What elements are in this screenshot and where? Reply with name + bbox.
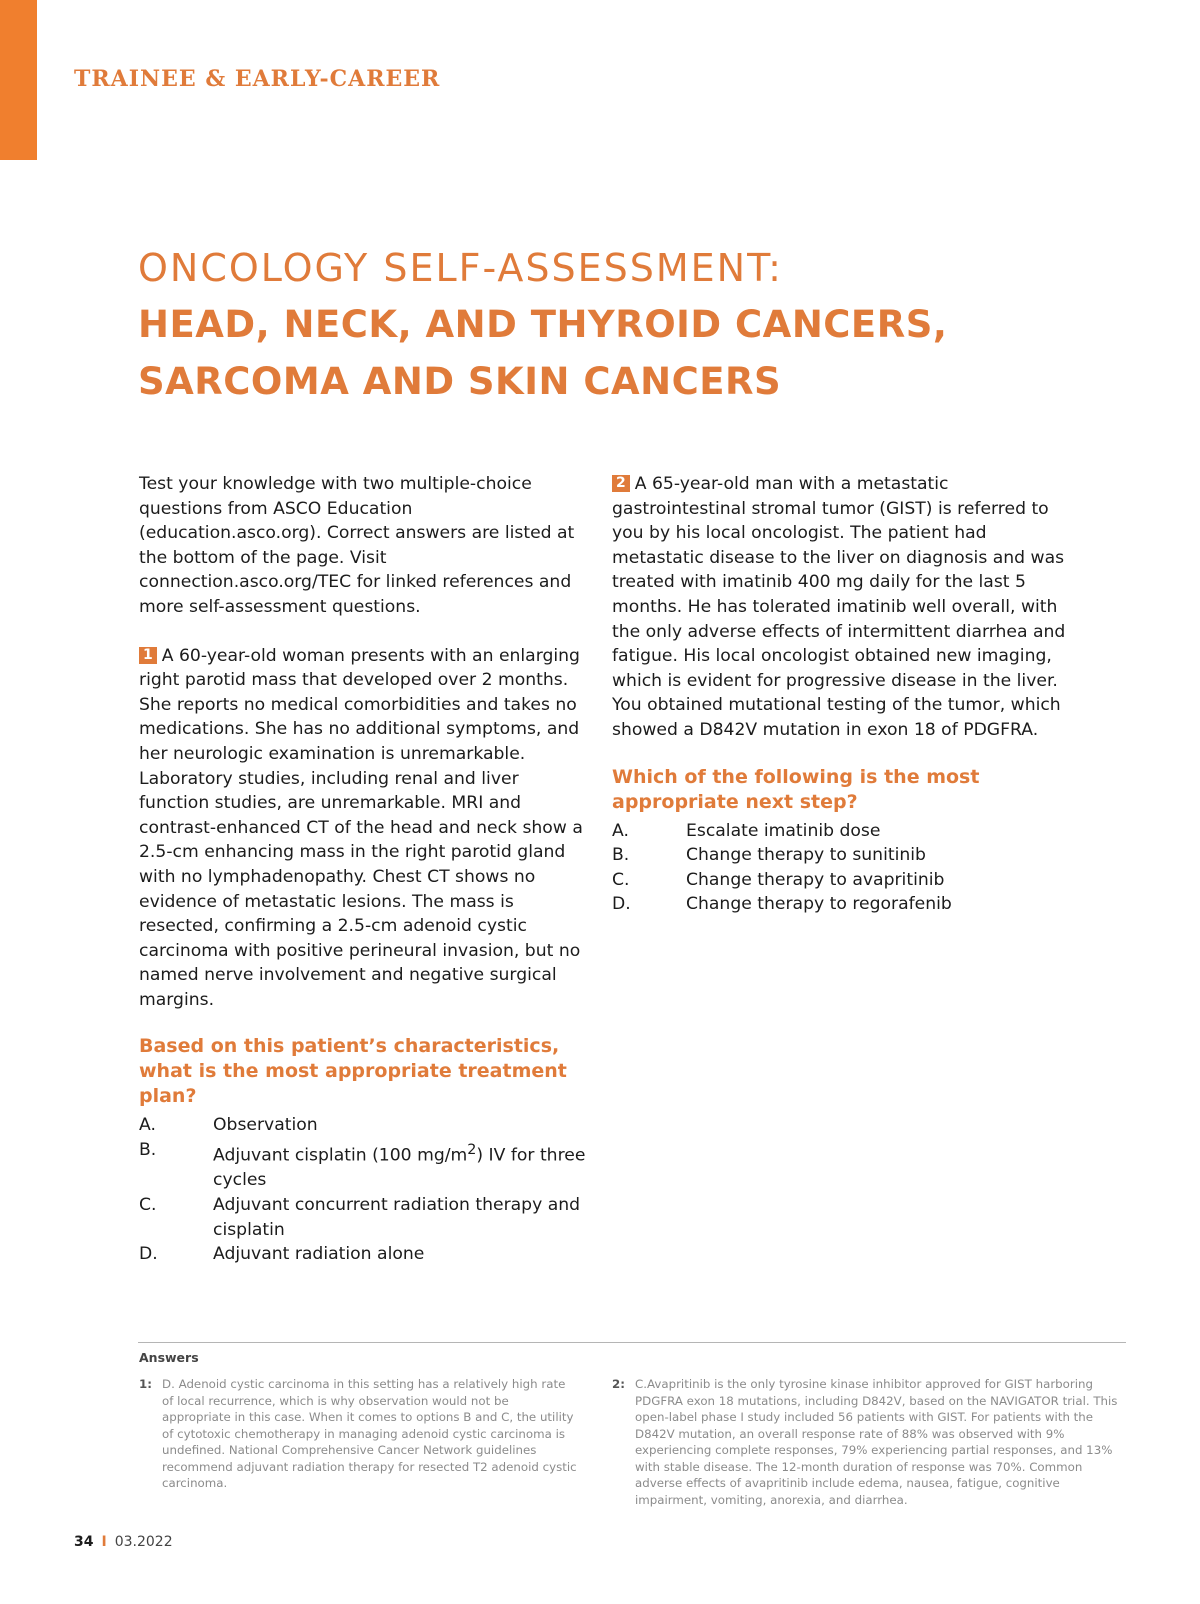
answer-1-text: D. Adenoid cystic carcinoma in this setting has a relatively high rate of local recurrence, which is why observation would not be appropriate in this case. When it comes to options B and C, the utility of cytotoxic chemotherapy in managing adenoid cystic carcinoma is undefined. National Comprehensive Cancer Network guidelines recommend adjuvant radiation therapy for resected T2 adenoid cystic carcinoma. bbox=[162, 1377, 577, 1490]
title-line-1: ONCOLOGY SELF-ASSESSMENT: bbox=[138, 246, 783, 290]
option-text: Adjuvant cisplatin (100 $mg/m^2$) IV for three cycles bbox=[213, 1142, 586, 1191]
footer-separator: I bbox=[101, 1534, 107, 1550]
question-2-prompt: Which of the following is the most appropriate next step? bbox=[612, 765, 980, 813]
question-1-prompt: Based on this patient’s characteristics, what is the most appropriate treatment plan? bbox=[139, 1035, 567, 1108]
question-1-option-c[interactable] bbox=[139, 1193, 594, 1242]
question-1-stem-text: A 60-year-old woman presents with an enlarging right parotid mass that developed over 2 months. She reports no medical comorbidities and takes no medications. She has no additional symptoms, and her neurologic examination is unremarkable. Laboratory studies, including renal and liver function studies, are unremarkable. MRI and contrast-enhanced CT of the head and neck show a 2.5-cm enhancing mass in the right parotid gland with no lymphadenopathy. Chest CT shows no evidence of metastatic lesions. The mass is resected, confirming a 2.5-cm adenoid cystic carcinoma with positive perineural invasion, but no named nerve involvement and negative surgical margins. bbox=[139, 645, 583, 1010]
option-letter: D. bbox=[139, 1244, 158, 1265]
question-1-option-b[interactable] bbox=[139, 1138, 594, 1193]
option-text: Observation bbox=[213, 1115, 318, 1136]
superscript: 2 bbox=[467, 1142, 477, 1159]
question-2-option-c[interactable] bbox=[612, 868, 1072, 893]
right-column bbox=[612, 472, 1072, 917]
option-text: Escalate imatinib dose bbox=[686, 820, 881, 841]
accent-bar bbox=[0, 0, 37, 160]
option-letter: B. bbox=[139, 1140, 157, 1161]
answer-1-number: 1: bbox=[139, 1377, 152, 1391]
section-tag: TRAINEE & EARLY-CAREER bbox=[74, 66, 441, 92]
question-2-stem-text: A 65-year-old man with a metastatic gastrointestinal stromal tumor (GIST) is referred to you by his local oncologist. The patient had metastatic disease to the liver on diagnosis and was treated with imatinib 400 mg daily for the last 5 months. He has tolerated imatinib well overall, with the only adverse effects of intermittent diarrhea and fatigue. His local oncologist obtained new imaging, which is evident for progressive disease in the liver. You obtained mutational testing of the tumor, which showed a D842V mutation in exon 18 of PDGFRA. bbox=[612, 474, 1066, 740]
question-1-option-a[interactable] bbox=[139, 1113, 594, 1138]
question-2-option-b[interactable] bbox=[612, 843, 1072, 868]
option-letter: B. bbox=[612, 845, 630, 866]
answer-2-text: C.Avapritinib is the only tyrosine kinase inhibitor approved for GIST harboring PDGFRA exon 18 mutations, including D842V, based on the NAVIGATOR trial. This open-label phase I study included 56 patients with GIST. For patients with the D842V mutation, an overall response rate of 88% was observed with 9% experiencing complete responses, 79% experiencing partial responses, and 13% with stable disease. The 12-month duration of response was 70%. Common adverse effects of avapritinib include edema, nausea, fatigue, cognitive impairment, vomiting, anorexia, and diarrhea. bbox=[635, 1377, 1118, 1507]
option-letter: A. bbox=[139, 1115, 156, 1136]
page-footer bbox=[74, 1534, 173, 1550]
issue-date: 03.2022 bbox=[114, 1534, 173, 1550]
option-letter: C. bbox=[612, 869, 630, 890]
question-2-stem bbox=[612, 472, 1072, 743]
article-title bbox=[138, 240, 1098, 410]
answers-heading: Answers bbox=[139, 1350, 199, 1365]
option-text: Change therapy to regorafenib bbox=[686, 894, 952, 915]
answer-2 bbox=[612, 1376, 1132, 1508]
question-1-number-badge: 1 bbox=[139, 647, 157, 664]
intro-paragraph: Test your knowledge with two multiple-choice questions from ASCO Education (education.asco.org). Correct answers are listed at the bottom of the page. Visit connection.asco.org/TEC for linked references and more self-assessment questions. bbox=[139, 474, 575, 617]
question-1-options bbox=[139, 1113, 594, 1266]
question-1-option-d[interactable] bbox=[139, 1242, 594, 1267]
question-2-option-d[interactable] bbox=[612, 892, 1072, 917]
option-text: Change therapy to sunitinib bbox=[686, 845, 926, 866]
option-text: Change therapy to avapritinib bbox=[686, 869, 945, 890]
option-letter: A. bbox=[612, 820, 629, 841]
answer-2-number: 2: bbox=[612, 1377, 625, 1391]
question-2-option-a[interactable] bbox=[612, 819, 1072, 844]
question-2-number-badge: 2 bbox=[612, 475, 630, 492]
option-letter: C. bbox=[139, 1194, 157, 1215]
answer-1 bbox=[139, 1376, 579, 1492]
page-number: 34 bbox=[74, 1534, 94, 1550]
title-line-3: SARCOMA AND SKIN CANCERS bbox=[138, 360, 782, 403]
option-text: Adjuvant radiation alone bbox=[213, 1244, 425, 1265]
question-2-options bbox=[612, 819, 1072, 917]
option-letter: D. bbox=[612, 894, 631, 915]
option-text: Adjuvant concurrent radiation therapy and cisplatin bbox=[213, 1194, 581, 1240]
title-line-2: HEAD, NECK, AND THYROID CANCERS, bbox=[138, 303, 948, 346]
left-column bbox=[139, 472, 594, 1267]
answers-divider bbox=[138, 1342, 1126, 1343]
question-1-stem bbox=[139, 644, 594, 1013]
